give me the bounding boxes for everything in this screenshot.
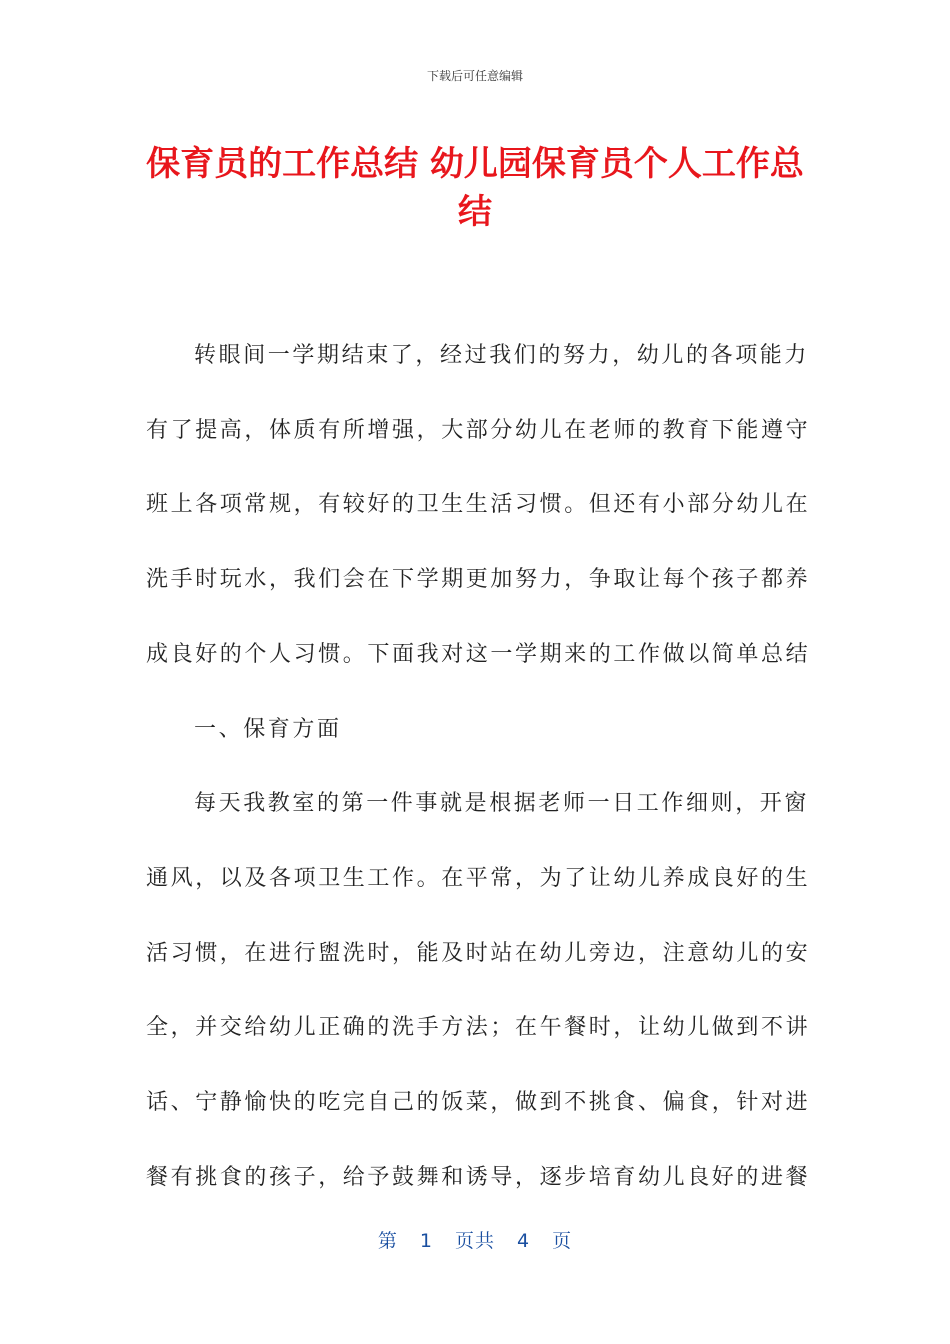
text-line: 有了提高，体质有所增强，大部分幼儿在老师的教育下能遵守 — [146, 417, 811, 443]
text-line: 全，并交给幼儿正确的洗手方法；在午餐时，让幼儿做到不讲 — [146, 1015, 811, 1041]
paragraph-intro — [146, 319, 811, 693]
header-note: 下载后可任意编辑 — [426, 69, 523, 83]
text-line: 洗手时玩水，我们会在下学期更加努力，争取让每个孩子都养 — [146, 567, 811, 593]
section-heading-care — [146, 693, 794, 768]
text-line: 成良好的个人习惯。下面我对这一学期来的工作做以简单总结 — [146, 641, 811, 667]
text-line: 餐有挑食的孩子，给予鼓舞和诱导，逐步培育幼儿良好的进餐 — [146, 1164, 811, 1190]
total-page-count: 4 — [517, 1230, 531, 1252]
text-line: 话、宁静愉快的吃完自己的饭菜，做到不挑食、偏食，针对进 — [146, 1090, 811, 1116]
section-heading: 一、保育方面 — [194, 716, 342, 742]
footer-prefix: 第 — [377, 1230, 398, 1252]
document-body — [146, 319, 811, 1215]
current-page-number: 1 — [419, 1230, 433, 1252]
text-line: 转眼间一学期结束了，经过我们的努力，幼儿的各项能力 — [194, 343, 810, 368]
title-line-1: 保育员的工作总结 幼儿园保育员个人工作总 — [146, 144, 804, 184]
text-line: 班上各项常规，有较好的卫生生活习惯。但还有小部分幼儿在 — [146, 492, 811, 518]
text-line: 通风，以及各项卫生工作。在平常，为了让幼儿养成良好的生 — [146, 865, 811, 891]
paragraph-care — [146, 767, 811, 1215]
title-line-2: 结 — [458, 192, 492, 232]
text-line: 每天我教室的第一件事就是根据老师一日工作细则，开窗 — [194, 791, 810, 817]
footer-suffix: 页 — [552, 1230, 573, 1252]
text-line: 活习惯，在进行盥洗时，能及时站在幼儿旁边，注意幼儿的安 — [146, 940, 811, 966]
document-title — [140, 140, 810, 236]
page-footer — [0, 1226, 950, 1253]
footer-middle: 页共 — [454, 1230, 495, 1252]
